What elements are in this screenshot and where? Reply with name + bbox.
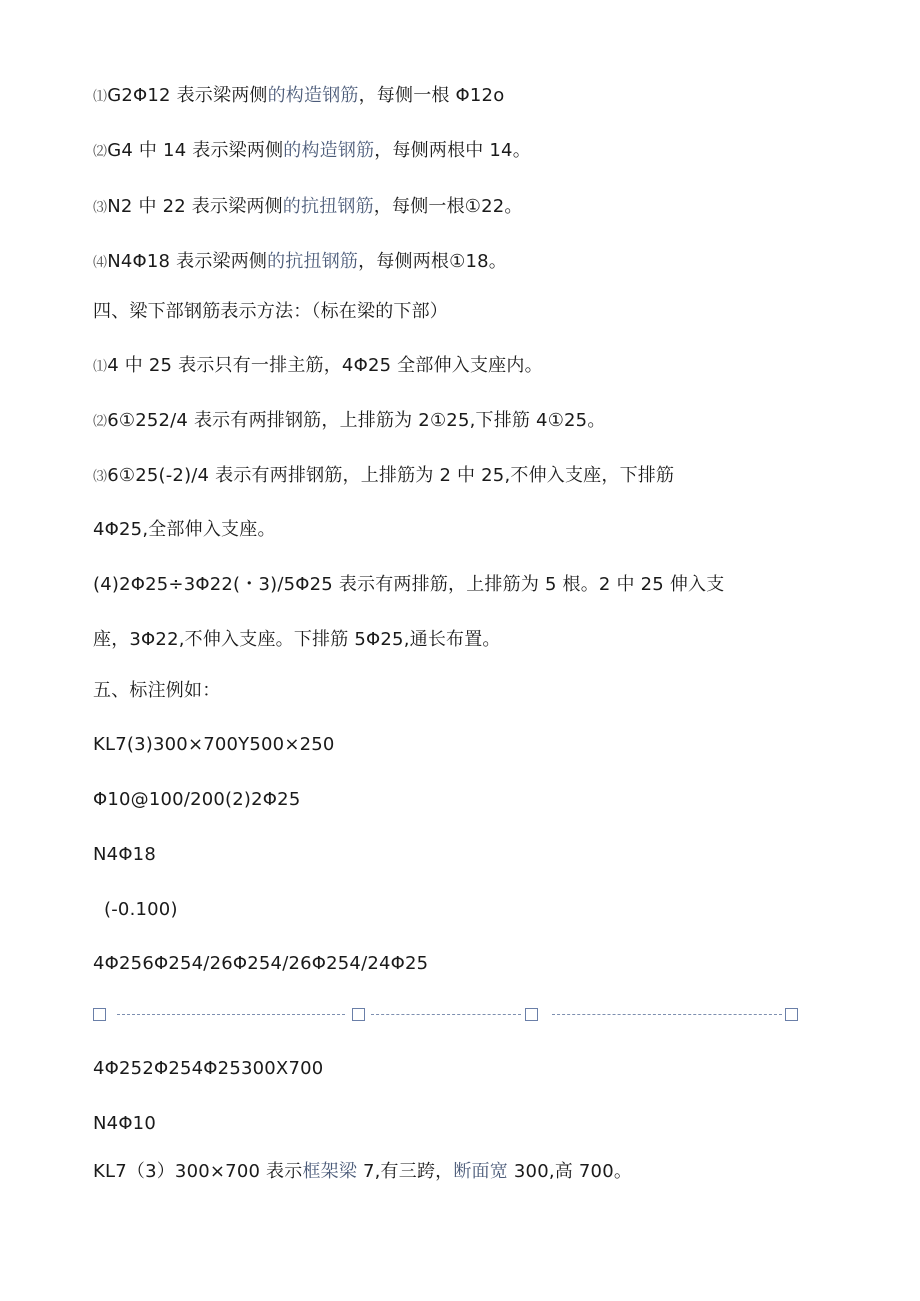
section-heading: 四、梁下部钢筋表示方法：（标在梁的下部） — [93, 301, 448, 322]
text-line: N4Φ10 — [93, 1113, 156, 1134]
item-number: ⑴ — [93, 359, 108, 375]
item-number: ⑵ — [93, 144, 108, 160]
text-line: ⑶6①25(-2)/4 表示有两排钢筋，上排筋为 2 中 25,不伸入支座，下排筋 — [93, 465, 675, 486]
item-number: ⑵ — [93, 414, 108, 430]
item-number: ⑶ — [93, 200, 108, 216]
support-box-icon — [525, 1008, 538, 1021]
text-line: 座，3Φ22,不伸入支座。下排筋 5Φ25,通长布置。 — [93, 629, 501, 650]
dashed-line — [117, 1014, 345, 1015]
beam-span-diagram — [93, 1003, 803, 1027]
text-line: ⑴4 中 25 表示只有一排主筋，4Φ25 全部伸入支座内。 — [93, 355, 543, 376]
text-line: (4)2Φ25÷3Φ22(・3)∕5Φ25 表示有两排筋，上排筋为 5 根。2 中 25 伸入支 — [93, 574, 725, 595]
text-line: N4Φ18 — [93, 844, 156, 865]
text-line: ⑵6①252/4 表示有两排钢筋，上排筋为 2①25,下排筋 4①25。 — [93, 410, 606, 431]
text-line: 4Φ25,全部伸入支座。 — [93, 519, 276, 540]
text-line: ⑵G4 中 14 表示梁两侧的构造钢筋，每侧两根中 14。 — [93, 140, 531, 161]
dashed-line — [552, 1014, 782, 1015]
support-box-icon — [785, 1008, 798, 1021]
text-line: ⑷N4Φ18 表示梁两侧的抗扭钢筋，每侧两根①18。 — [93, 251, 507, 272]
text-line: 4Φ252Φ254Φ25300X700 — [93, 1058, 324, 1079]
text-line: KL7（3）300×700 表示框架梁 7,有三跨，断面宽 300,高 700。 — [93, 1161, 633, 1182]
item-number: ⑴ — [93, 89, 108, 105]
text-line: ⑶N2 中 22 表示梁两侧的抗扭钢筋，每侧一根①22。 — [93, 196, 523, 217]
text-line: Φ10@100/200(2)2Φ25 — [93, 789, 301, 810]
text-line: ⑴G2Φ12 表示梁两侧的构造钢筋，每侧一根 Φ12o — [93, 85, 505, 106]
item-number: ⑷ — [93, 255, 108, 271]
dashed-line — [371, 1014, 521, 1015]
section-heading: 五、标注例如： — [93, 680, 221, 701]
support-box-icon — [93, 1008, 106, 1021]
text-line: KL7(3)300×700Y500×250 — [93, 734, 335, 755]
item-number: ⑶ — [93, 469, 108, 485]
text-line: (-0.100) — [104, 899, 178, 920]
support-box-icon — [352, 1008, 365, 1021]
text-line: 4Φ256Φ254/26Φ254/26Φ254/24Φ25 — [93, 953, 429, 974]
